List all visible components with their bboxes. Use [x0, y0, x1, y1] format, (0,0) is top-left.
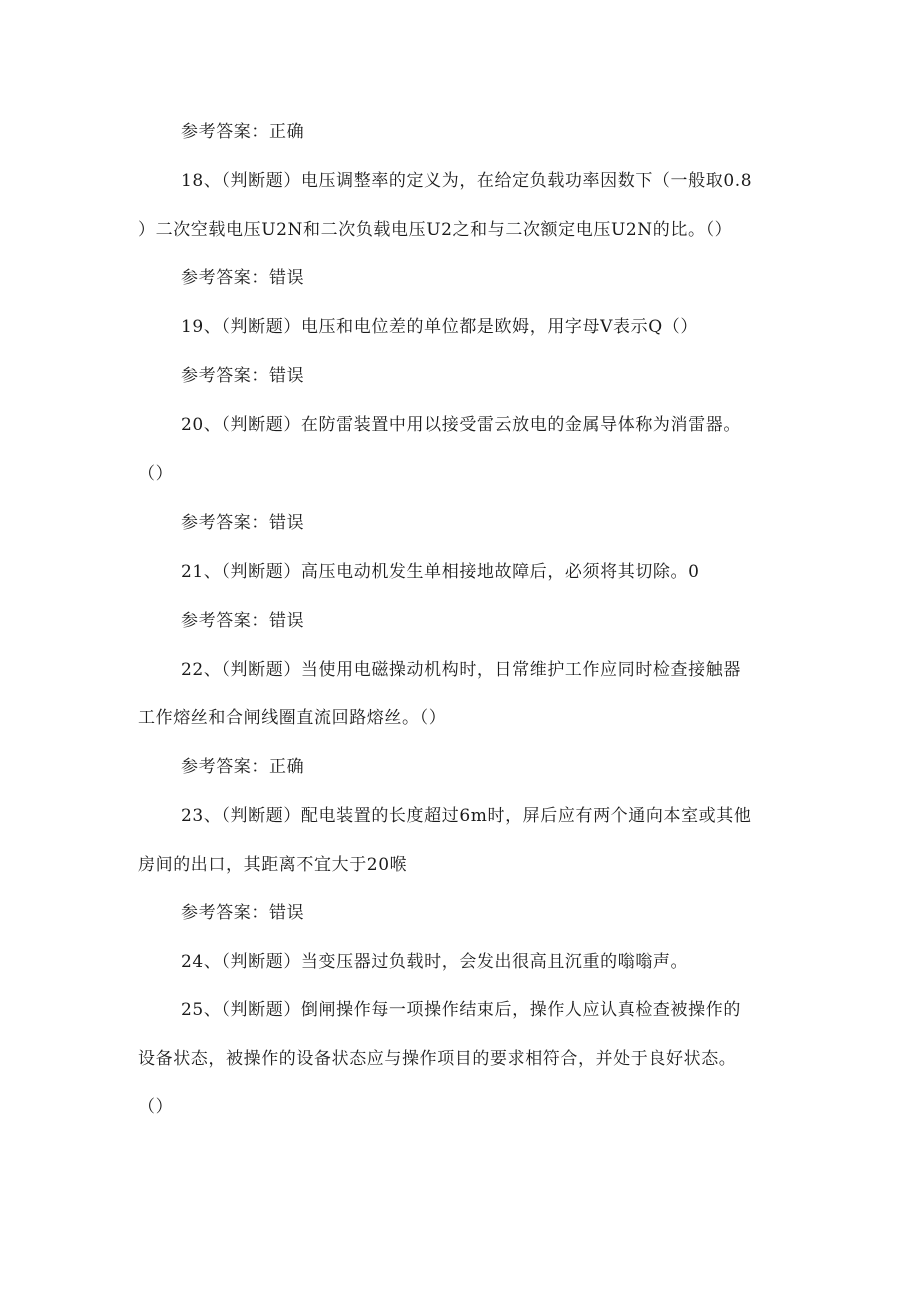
- question-18-line-1: 18、（判断题）电压调整率的定义为，在给定负载功率因数下（一般取0.8: [181, 171, 753, 191]
- question-20-line-1: 20、（判断题）在防雷装置中用以接受雷云放电的金属导体称为消雷器。: [181, 415, 741, 435]
- answer-line: 参考答案：错误: [181, 268, 305, 288]
- question-25-line-1: 25、（判断题）倒闸操作每一项操作结束后，操作人应认真检查被操作的: [181, 1000, 741, 1020]
- question-20-line-2: （）: [138, 464, 174, 484]
- question-22-line-2: 工作熔丝和合闸线圈直流回路熔丝。（）: [138, 708, 447, 728]
- answer-line: 参考答案：错误: [181, 903, 305, 923]
- question-25-line-3: （）: [138, 1097, 174, 1117]
- answer-line: 参考答案：正确: [181, 757, 305, 777]
- answer-line: 参考答案：错误: [181, 611, 305, 631]
- question-23-line-1: 23、（判断题）配电装置的长度超过6m时，屏后应有两个通向本室或其他: [181, 806, 752, 826]
- answer-line: 参考答案：错误: [181, 513, 305, 533]
- question-21-line-1: 21、（判断题）高压电动机发生单相接地故障后，必须将其切除。0: [181, 562, 700, 582]
- question-24-line-1: 24、（判断题）当变压器过负载时，会发出很高且沉重的嗡嗡声。: [181, 952, 689, 972]
- question-18-line-2: ）二次空载电压U2N和二次负载电压U2之和与二次额定电压U2N的比。（）: [138, 220, 733, 240]
- question-19-line-1: 19、（判断题）电压和电位差的单位都是欧姆，用字母V表示Q（）: [181, 317, 698, 337]
- answer-line: 参考答案：错误: [181, 366, 305, 386]
- answer-line: 参考答案：正确: [181, 122, 305, 142]
- question-25-line-2: 设备状态，被操作的设备状态应与操作项目的要求相符合，并处于良好状态。: [138, 1049, 737, 1069]
- question-23-line-2: 房间的出口，其距离不宜大于20喉: [138, 855, 408, 875]
- question-22-line-1: 22、（判断题）当使用电磁操动机构时，日常维护工作应同时检查接触器: [181, 660, 741, 680]
